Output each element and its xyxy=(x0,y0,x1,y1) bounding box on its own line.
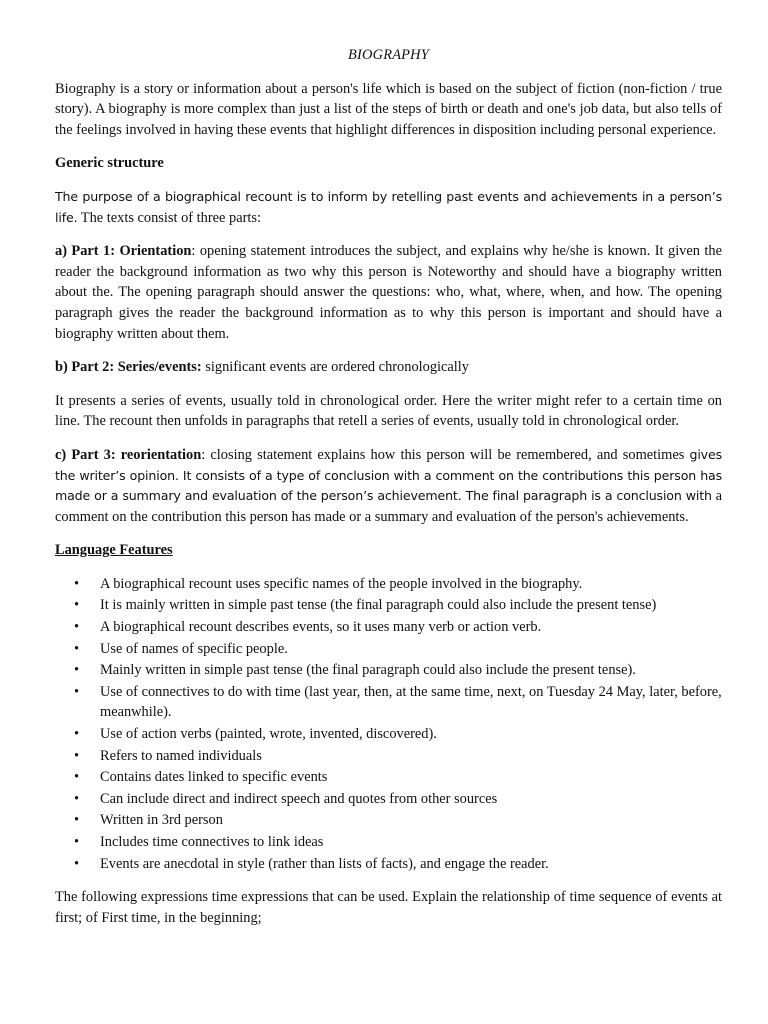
list-item xyxy=(55,617,722,638)
list-item xyxy=(55,810,722,831)
bullet-icon: • xyxy=(74,812,80,829)
list-item-text: Contains dates linked to specific events xyxy=(100,769,328,786)
list-item-text: It is mainly written in simple past tense (the final paragraph could also include the present tense) xyxy=(100,597,657,614)
list-item-text: Includes time connectives to link ideas xyxy=(100,834,324,850)
list-item-text: Use of names of specific people. xyxy=(100,640,288,657)
bullet-icon: • xyxy=(74,769,80,786)
reorientation-label: c) Part 3: reorientation xyxy=(55,446,202,463)
list-item xyxy=(55,639,722,660)
bullet-icon: • xyxy=(74,834,80,850)
events-paragraph xyxy=(55,357,722,378)
list-item-text: Mainly written in simple past tense (the final paragraph could also include the present tense). xyxy=(100,662,636,679)
reorientation-text-c: a comment on the contribution this person has made or a summary and evaluation of the person's achievements. xyxy=(55,488,722,525)
language-features-list xyxy=(55,574,722,874)
bullet-icon: • xyxy=(74,747,80,764)
list-item xyxy=(55,746,722,767)
bullet-icon: • xyxy=(74,790,80,807)
list-item xyxy=(55,789,722,810)
parts-line: The texts consist of three parts: xyxy=(80,209,262,226)
list-item xyxy=(55,660,722,681)
list-item-text: Events are anecdotal in style (rather than lists of facts), and engage the reader. xyxy=(100,855,549,872)
bullet-icon: • xyxy=(74,855,80,872)
list-item-text: Use of connectives to do with time (last year, then, at the same time, next, on Tuesday 24 May, later, before, meanwhile). xyxy=(100,683,722,721)
orientation-label: a) Part 1: Orientation xyxy=(55,243,192,260)
closing-paragraph: The following expressions time expressions that can be used. Explain the relationship of time sequence of events at first; of First time, in the beginning; xyxy=(55,889,722,926)
document-title: BIOGRAPHY xyxy=(348,47,429,63)
bullet-icon: • xyxy=(74,683,80,700)
list-item xyxy=(55,574,722,595)
list-item-text: Refers to named individuals xyxy=(100,747,262,764)
intro-paragraph: Biography is a story or information about a person's life which is based on the subject of fiction (non-fiction / true story). A biography is more complex than just a list of the steps of birth or death and one's job data, but also tells of the feelings involved in having these events that highlight differences in disposition including personal experience. xyxy=(55,80,722,138)
list-item xyxy=(55,595,722,616)
purpose-paragraph xyxy=(55,187,722,228)
document-page xyxy=(55,45,722,941)
bullet-icon: • xyxy=(74,597,80,614)
list-item xyxy=(55,767,722,788)
bullet-icon: • xyxy=(74,726,80,743)
generic-structure-heading: Generic structure xyxy=(55,155,164,172)
bullet-icon: • xyxy=(74,575,80,592)
bullet-icon: • xyxy=(74,640,80,657)
bullet-icon: • xyxy=(74,662,80,679)
reorientation-text-b: gives the writer’s opinion. It consists of a type of conclusion with a comment on the contributions this person has made or a summary and evaluation of the person’s achievement. The final paragraph is a conclusion with xyxy=(55,446,722,504)
orientation-text: : opening statement introduces the subject, and explains why he/she is known. It given the reader the background information as two why this person is Noteworthy and should have a biography written about the. The opening paragraph should answer the questions: who, what, where, when, and how. The opening paragraph gives the reader the background information as to why this person is important and should have a biography written about them. xyxy=(55,243,722,342)
purpose-line: The purpose of a biographical recount is to inform by retelling past events and achievements in a person’s life. xyxy=(55,188,722,225)
reorientation-paragraph xyxy=(55,445,722,527)
orientation-paragraph xyxy=(55,241,722,344)
list-item-text: A biographical recount describes events, so it uses many verb or action verb. xyxy=(100,619,542,636)
list-item xyxy=(55,854,722,875)
bullet-icon: • xyxy=(74,619,80,636)
list-item-text: Can include direct and indirect speech and quotes from other sources xyxy=(100,790,498,807)
language-features-heading: Language Features xyxy=(55,542,173,559)
reorientation-text-a: : closing statement explains how this person will be remembered, and sometimes xyxy=(201,446,690,463)
list-item-text: Written in 3rd person xyxy=(100,812,223,829)
list-item xyxy=(55,832,722,853)
list-item xyxy=(55,724,722,745)
events-text: significant events are ordered chronologically xyxy=(201,359,469,376)
list-item-text: A biographical recount uses specific names of the people involved in the biography. xyxy=(100,575,583,592)
list-item xyxy=(55,682,722,723)
events-detail-paragraph: It presents a series of events, usually told in chronological order. Here the writer might refer to a certain time on line. The recount then unfolds in paragraphs that retell a series of events, usually told in chronological order. xyxy=(55,392,722,430)
events-label: b) Part 2: Series/events: xyxy=(55,359,202,376)
list-item-text: Use of action verbs (painted, wrote, invented, discovered). xyxy=(100,726,437,743)
